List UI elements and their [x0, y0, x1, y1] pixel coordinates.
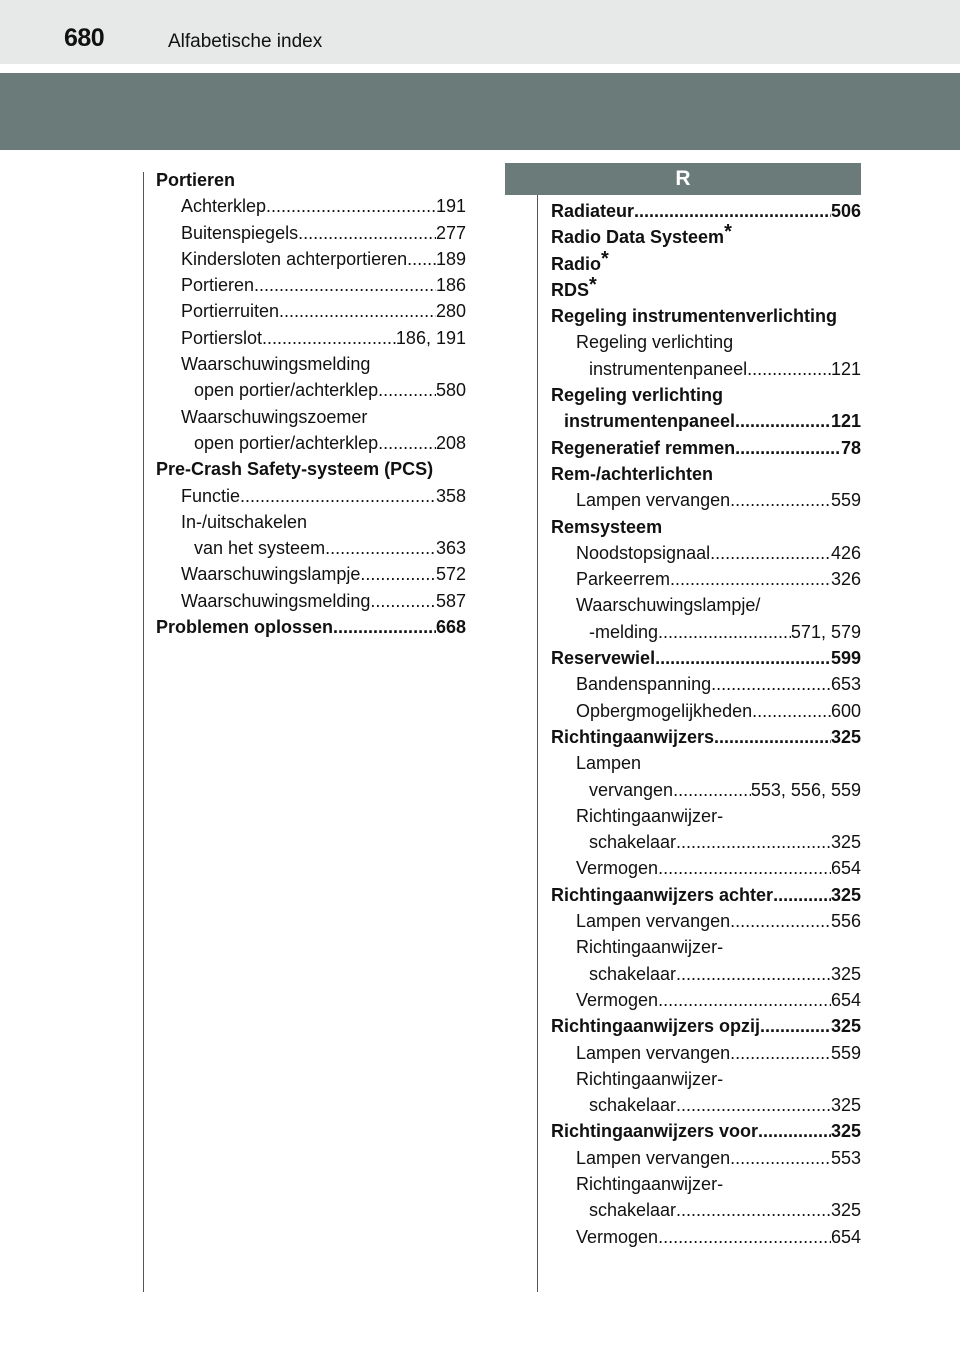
- entry-page-number: 280: [435, 301, 466, 322]
- index-entry: [156, 351, 466, 377]
- index-entry: [551, 1066, 861, 1092]
- dot-leader: [266, 193, 436, 219]
- index-entry: [551, 750, 861, 776]
- entry-label: Waarschuwingsmelding: [181, 354, 371, 375]
- index-entry: [551, 435, 861, 461]
- entry-label: Radio*: [551, 247, 609, 274]
- index-entry: [551, 724, 861, 750]
- index-entry: [156, 588, 466, 614]
- dot-leader: [378, 377, 436, 403]
- entry-label: van het systeem: [194, 538, 326, 559]
- entry-page-number: 277: [435, 222, 466, 243]
- entry-page-number: 580: [435, 380, 466, 401]
- entry-label: instrumentenpaneel: [564, 411, 736, 432]
- dot-leader: [760, 592, 861, 618]
- entry-label: Richtingaanwijzers opzij: [551, 1016, 761, 1037]
- entry-label: In-/uitschakelen: [181, 511, 308, 532]
- entry-page-number: 358: [435, 485, 466, 506]
- dot-leader: [752, 698, 831, 724]
- dot-leader: [723, 803, 861, 829]
- index-entry: [156, 246, 466, 272]
- footnote-asterisk: *: [724, 221, 732, 244]
- footnote-asterisk: *: [601, 247, 609, 270]
- dot-leader: [730, 1145, 831, 1171]
- dot-leader: [279, 298, 436, 324]
- entry-label: Lampen vervangen: [576, 1147, 731, 1168]
- left-index-column: [156, 167, 466, 640]
- dot-leader: [837, 303, 861, 329]
- entry-page-number: 325: [830, 1121, 861, 1142]
- index-entry: [551, 934, 861, 960]
- index-entry: [156, 220, 466, 246]
- entry-label: Radiateur: [551, 201, 635, 221]
- right-column-divider: [537, 195, 538, 1292]
- entry-label: vervangen: [589, 779, 674, 800]
- dot-leader: [658, 855, 831, 881]
- index-entry: [156, 614, 466, 640]
- index-entry: [156, 193, 466, 219]
- entry-label: Buitenspiegels: [181, 222, 299, 243]
- index-entry: [551, 247, 861, 277]
- entry-page-number: 78: [840, 437, 861, 458]
- dot-leader: [723, 934, 861, 960]
- entry-label: Regeling verlichting: [551, 385, 724, 406]
- index-entry: [551, 592, 861, 618]
- entry-label: Kindersloten achterportieren: [181, 248, 408, 269]
- dot-leader: [407, 246, 436, 272]
- entry-label: Lampen: [576, 753, 642, 774]
- entry-label: open portier/achterklep: [194, 432, 379, 453]
- index-entry: [551, 1171, 861, 1197]
- entry-page-number: 325: [830, 1095, 861, 1116]
- entry-label: Portierruiten: [181, 301, 280, 322]
- dot-leader: [658, 987, 831, 1013]
- dot-leader: [254, 272, 436, 298]
- entry-label: Remsysteem: [551, 516, 663, 537]
- entry-page-number: 553, 556, 559: [750, 779, 861, 800]
- dot-leader: [673, 777, 751, 803]
- dot-leader: [367, 404, 466, 430]
- index-entry: [551, 540, 861, 566]
- index-entry: [156, 167, 466, 193]
- index-entry: [551, 198, 861, 224]
- dot-leader: [735, 435, 841, 461]
- dot-leader: [298, 220, 436, 246]
- entry-label: Portieren: [181, 275, 255, 296]
- header-band: [0, 73, 960, 150]
- dot-leader: [714, 724, 831, 750]
- index-entry: [551, 487, 861, 513]
- entry-label: Opbergmogelijkheden: [576, 700, 753, 721]
- entry-label: Reservewiel: [551, 648, 656, 669]
- entry-label: Richtingaanwijzers voor: [551, 1121, 759, 1142]
- entry-page-number: 587: [435, 590, 466, 611]
- dot-leader: [433, 456, 466, 482]
- entry-page-number: 599: [830, 648, 861, 669]
- entry-page-number: 208: [435, 432, 466, 453]
- entry-label: Vermogen: [576, 989, 659, 1010]
- entry-page-number: 559: [830, 490, 861, 511]
- dot-leader: [713, 461, 861, 487]
- index-entry: [551, 461, 861, 487]
- entry-page-number: 186: [435, 275, 466, 296]
- dot-leader: [758, 1118, 831, 1144]
- entry-page-number: 506: [830, 201, 861, 221]
- dot-leader: [333, 614, 436, 640]
- dot-leader: [240, 483, 436, 509]
- dot-leader: [747, 356, 831, 382]
- index-entry: [156, 456, 466, 482]
- index-entry: [551, 273, 861, 303]
- index-entry: [551, 221, 861, 250]
- dot-leader: [370, 588, 436, 614]
- entry-page-number: 654: [830, 989, 861, 1010]
- footnote-asterisk: *: [589, 273, 597, 296]
- index-entry: [551, 777, 861, 803]
- index-entry: [551, 698, 861, 724]
- index-entry: [156, 325, 466, 351]
- entry-label: Waarschuwingslampje/: [576, 595, 761, 616]
- entry-label: schakelaar: [589, 1200, 677, 1221]
- dot-leader: [773, 882, 831, 908]
- entry-label: RDS*: [551, 273, 597, 300]
- index-entry: [156, 561, 466, 587]
- entry-page-number: 654: [830, 1226, 861, 1247]
- index-entry: [551, 882, 861, 908]
- dot-leader: [378, 430, 436, 456]
- dot-leader: [723, 1171, 861, 1197]
- index-entry: [551, 829, 861, 855]
- index-entry: [551, 855, 861, 881]
- entry-label: Rem-/achterlichten: [551, 463, 714, 484]
- page-header: [0, 0, 960, 64]
- section-letter-header: R: [505, 163, 861, 195]
- entry-label: Radio Data Systeem*: [551, 221, 732, 248]
- dot-leader: [710, 540, 831, 566]
- entry-label: instrumentenpaneel: [589, 358, 748, 379]
- entry-page-number: 326: [830, 569, 861, 590]
- entry-label: open portier/achterklep: [194, 380, 379, 401]
- entry-label: Lampen vervangen: [576, 911, 731, 932]
- entry-page-number: 191: [435, 196, 466, 217]
- dot-leader: [730, 908, 831, 934]
- entry-page-number: 325: [830, 726, 861, 747]
- page-number: 680: [64, 24, 105, 52]
- entry-label: Portieren: [156, 170, 236, 190]
- page-title: Alfabetische index: [168, 31, 323, 52]
- entry-label: schakelaar: [589, 1095, 677, 1116]
- dot-leader: [655, 645, 831, 671]
- entry-page-number: 363: [435, 538, 466, 559]
- entry-label: Lampen vervangen: [576, 1042, 731, 1063]
- entry-page-number: 325: [830, 832, 861, 853]
- dot-leader: [609, 251, 861, 277]
- dot-leader: [370, 351, 466, 377]
- dot-leader: [360, 561, 436, 587]
- entry-page-number: 571, 579: [790, 621, 861, 642]
- entry-page-number: 325: [830, 884, 861, 905]
- index-entry: [551, 1224, 861, 1250]
- dot-leader: [307, 509, 466, 535]
- entry-label: Richtingaanwijzer-: [576, 1173, 724, 1194]
- dot-leader: [733, 329, 861, 355]
- dot-leader: [670, 566, 831, 592]
- entry-label: Waarschuwingsmelding: [181, 590, 371, 611]
- index-entry: [551, 303, 861, 329]
- dot-leader: [262, 325, 396, 351]
- entry-label: Lampen vervangen: [576, 490, 731, 511]
- index-entry: [156, 298, 466, 324]
- dot-leader: [730, 1040, 831, 1066]
- index-entry: [551, 671, 861, 697]
- index-entry: [551, 566, 861, 592]
- entry-label: Functie: [181, 485, 241, 506]
- index-entry: [551, 645, 861, 671]
- dot-leader: [760, 1013, 831, 1039]
- dot-leader: [732, 224, 861, 250]
- entry-label: Richtingaanwijzers achter: [551, 884, 774, 905]
- entry-page-number: 189: [435, 248, 466, 269]
- entry-label: Waarschuwingslampje: [181, 564, 361, 585]
- entry-label: Regeling instrumentenverlichting: [551, 306, 838, 327]
- dot-leader: [658, 1224, 831, 1250]
- entry-page-number: 186, 191: [395, 327, 466, 348]
- left-column-divider: [143, 172, 144, 1292]
- entry-label: Noodstopsignaal: [576, 542, 711, 563]
- entry-label: Richtingaanwijzer-: [576, 937, 724, 958]
- dot-leader: [676, 829, 831, 855]
- index-entry: [551, 408, 861, 434]
- index-entry: [551, 961, 861, 987]
- index-entry: [551, 514, 861, 540]
- entry-label: -melding: [589, 621, 659, 642]
- dot-leader: [676, 1197, 831, 1223]
- index-entry: [551, 1092, 861, 1118]
- entry-page-number: 668: [435, 617, 466, 638]
- dot-leader: [735, 408, 831, 434]
- entry-page-number: 121: [830, 358, 861, 379]
- entry-label: Regeneratief remmen: [551, 437, 736, 458]
- dot-leader: [235, 167, 466, 193]
- index-entry: [551, 1145, 861, 1171]
- entry-page-number: 654: [830, 858, 861, 879]
- entry-page-number: 653: [830, 674, 861, 695]
- dot-leader: [597, 277, 861, 303]
- entry-label: schakelaar: [589, 832, 677, 853]
- entry-label: Portierslot: [181, 327, 263, 348]
- index-entry: [156, 377, 466, 403]
- entry-label: Waarschuwingszoemer: [181, 406, 368, 427]
- entry-page-number: 325: [830, 1016, 861, 1037]
- dot-leader: [723, 1066, 861, 1092]
- dot-leader: [641, 750, 861, 776]
- dot-leader: [662, 514, 861, 540]
- index-entry: [551, 803, 861, 829]
- entry-page-number: 325: [830, 1200, 861, 1221]
- index-entry: [551, 1013, 861, 1039]
- entry-label: Pre-Crash Safety-systeem (PCS): [156, 459, 434, 480]
- entry-page-number: 553: [830, 1147, 861, 1168]
- index-entry: [551, 1040, 861, 1066]
- index-entry: [551, 619, 861, 645]
- entry-label: Richtingaanwijzer-: [576, 805, 724, 826]
- entry-label: Bandenspanning: [576, 674, 712, 695]
- entry-page-number: 572: [435, 564, 466, 585]
- index-entry: [551, 1118, 861, 1144]
- index-entry: [156, 272, 466, 298]
- index-entry: [156, 404, 466, 430]
- index-entry: [551, 987, 861, 1013]
- index-entry: [551, 382, 861, 408]
- entry-page-number: 559: [830, 1042, 861, 1063]
- index-entry: [551, 1197, 861, 1223]
- index-entry: [156, 509, 466, 535]
- index-entry: [551, 356, 861, 382]
- index-entry: [156, 483, 466, 509]
- index-entry: [551, 908, 861, 934]
- entry-label: Richtingaanwijzer-: [576, 1068, 724, 1089]
- dot-leader: [711, 671, 831, 697]
- dot-leader: [730, 487, 831, 513]
- entry-label: Regeling verlichting: [576, 332, 734, 353]
- index-entry: [156, 535, 466, 561]
- entry-label: schakelaar: [589, 963, 677, 984]
- entry-page-number: 556: [830, 911, 861, 932]
- entry-label: Problemen oplossen: [156, 617, 334, 638]
- dot-leader: [676, 961, 831, 987]
- entry-page-number: 426: [830, 542, 861, 563]
- entry-page-number: 600: [830, 700, 861, 721]
- dot-leader: [676, 1092, 831, 1118]
- dot-leader: [634, 198, 831, 224]
- index-entry: [551, 329, 861, 355]
- entry-label: Vermogen: [576, 1226, 659, 1247]
- index-entry: [156, 430, 466, 456]
- dot-leader: [658, 619, 791, 645]
- dot-leader: [723, 382, 861, 408]
- right-index-column: [551, 198, 861, 1250]
- entry-label: Achterklep: [181, 196, 267, 217]
- entry-page-number: 325: [830, 963, 861, 984]
- entry-label: Vermogen: [576, 858, 659, 879]
- entry-label: Richtingaanwijzers: [551, 726, 715, 747]
- entry-page-number: 121: [830, 411, 861, 432]
- entry-label: Parkeerrem: [576, 569, 671, 590]
- dot-leader: [325, 535, 436, 561]
